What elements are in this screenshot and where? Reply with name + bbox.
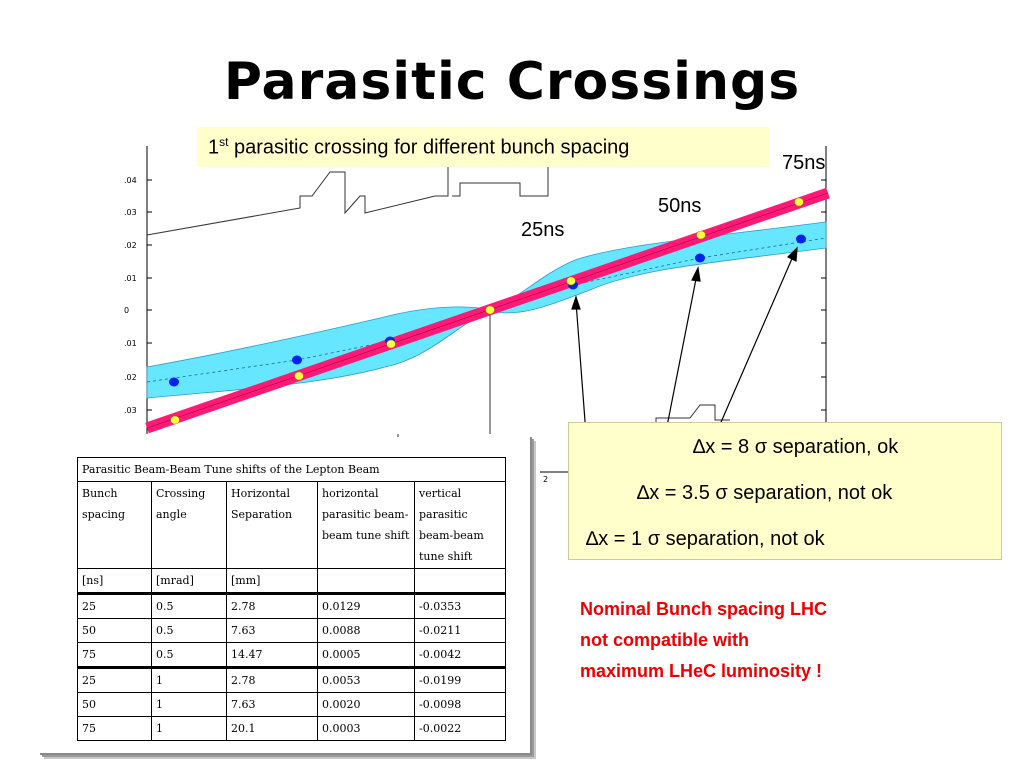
table-cell: 1: [152, 717, 227, 741]
blue-bunch-marker: [796, 235, 806, 244]
table-cell: 25: [78, 594, 152, 619]
yellow-bunch-marker: [567, 277, 576, 285]
table-cell: -0.0211: [415, 619, 506, 643]
sep35-suffix: separation, not ok: [727, 482, 893, 504]
yellow-bunch-marker: [171, 416, 180, 424]
plot-caption: [197, 127, 769, 167]
table-cell: 0.0088: [318, 619, 415, 643]
table-unit-cell: [ns]: [78, 569, 152, 594]
yellow-bunch-marker: [697, 231, 706, 239]
table-unit-cell: [318, 569, 415, 594]
blue-bunch-marker: [169, 378, 179, 387]
y-tick-label: .01: [124, 339, 137, 348]
y-tick-label: .02: [124, 241, 137, 250]
table-cell: 1: [152, 693, 227, 717]
yellow-bunch-marker: [295, 372, 304, 380]
table-cell: -0.0022: [415, 717, 506, 741]
table-title: Parasitic Beam-Beam Tune shifts of the Lepton Beam: [78, 458, 506, 482]
table-cell: 50: [78, 693, 152, 717]
note-line-2: not compatible with: [580, 630, 749, 650]
caption-sup: st: [219, 135, 229, 149]
luminosity-note: [580, 594, 827, 687]
arrow-1sigma-head: [572, 297, 580, 309]
sigma-symbol: σ: [754, 436, 768, 458]
table-cell: 1: [152, 668, 227, 693]
table-cell: 7.63: [227, 619, 318, 643]
blue-bunch-marker: [695, 254, 705, 263]
arrow-3p5sigma-head: [692, 268, 700, 281]
table-cell: 50: [78, 619, 152, 643]
label-25ns: 25ns: [521, 219, 565, 241]
tune-shift-table: [77, 457, 506, 741]
table-cell: 0.5: [152, 594, 227, 619]
table-row: [78, 594, 506, 619]
separation-line-1sigma: [586, 528, 825, 551]
table-row: [78, 619, 506, 643]
sep1-prefix: ∆x = 1: [586, 528, 648, 550]
table-cell: 0.5: [152, 643, 227, 668]
table-unit-cell: [mm]: [227, 569, 318, 594]
yellow-bunch-marker: [795, 198, 804, 206]
label-50ns: 50ns: [658, 195, 702, 217]
y-tick-label: .01: [124, 274, 137, 283]
table-unit-cell: [mrad]: [152, 569, 227, 594]
table-header-cell: horizontal parasitic beam-beam tune shift: [318, 482, 415, 569]
table-row: [78, 668, 506, 693]
x-tick-label: 2: [543, 475, 549, 484]
sigma-symbol: σ: [715, 482, 728, 504]
table-cell: 75: [78, 717, 152, 741]
table-cell: 14.47: [227, 643, 318, 668]
table-cell: -0.0353: [415, 594, 506, 619]
blue-bunch-marker: [292, 356, 302, 365]
table-cell: 0.0053: [318, 668, 415, 693]
table-cell: 20.1: [227, 717, 318, 741]
yellow-bunch-marker: [387, 340, 396, 348]
yellow-bunch-marker: [486, 306, 495, 314]
table-cell: 2.78: [227, 668, 318, 693]
table-row: [78, 693, 506, 717]
table-cell: -0.0042: [415, 643, 506, 668]
table-cell: -0.0199: [415, 668, 506, 693]
table-cell: 0.5: [152, 619, 227, 643]
y-tick-label: 0: [124, 306, 130, 315]
table-cell: 0.0020: [318, 693, 415, 717]
sep35-prefix: ∆x = 3.5: [637, 482, 716, 504]
table-cell: 0.0129: [318, 594, 415, 619]
label-75ns: 75ns: [782, 152, 826, 174]
table-unit-cell: [415, 569, 506, 594]
y-tick-label: .03: [124, 406, 137, 415]
separation-line-8sigma: [693, 436, 898, 459]
table-header-cell: Horizontal Separation: [227, 482, 318, 569]
table-row: [78, 717, 506, 741]
y-tick-label: .02: [124, 373, 137, 382]
caption-text: parasitic crossing for different bunch spacing: [228, 136, 630, 159]
tune-shift-table-panel: [40, 437, 532, 755]
table-header-cell: vertical parasitic beam-beam tune shift: [415, 482, 506, 569]
table-cell: 0.0005: [318, 643, 415, 668]
caption-prefix: 1: [208, 136, 220, 159]
sep8-prefix: ∆x = 8: [693, 436, 755, 458]
table-cell: 75: [78, 643, 152, 668]
y-tick-label: .04: [124, 176, 137, 185]
table-cell: 7.63: [227, 693, 318, 717]
sep8-suffix: separation, ok: [767, 436, 899, 458]
note-line-3: maximum LHeC luminosity !: [580, 661, 823, 681]
y-tick-label: .03: [124, 208, 137, 217]
slide-title: Parasitic Crossings: [223, 52, 801, 112]
separation-line-3p5sigma: [637, 482, 892, 505]
table-cell: 25: [78, 668, 152, 693]
table-header-cell: Crossing angle: [152, 482, 227, 569]
table-row: [78, 643, 506, 668]
arrow-8sigma: [715, 254, 794, 436]
table-header-cell: Bunch spacing: [78, 482, 152, 569]
table-cell: -0.0098: [415, 693, 506, 717]
table-cell: 2.78: [227, 594, 318, 619]
sep1-suffix: separation, not ok: [660, 528, 825, 550]
separation-box: [568, 422, 1002, 560]
sigma-symbol: σ: [647, 528, 661, 550]
table-cell: 0.0003: [318, 717, 415, 741]
note-line-1: Nominal Bunch spacing LHC: [580, 599, 828, 619]
